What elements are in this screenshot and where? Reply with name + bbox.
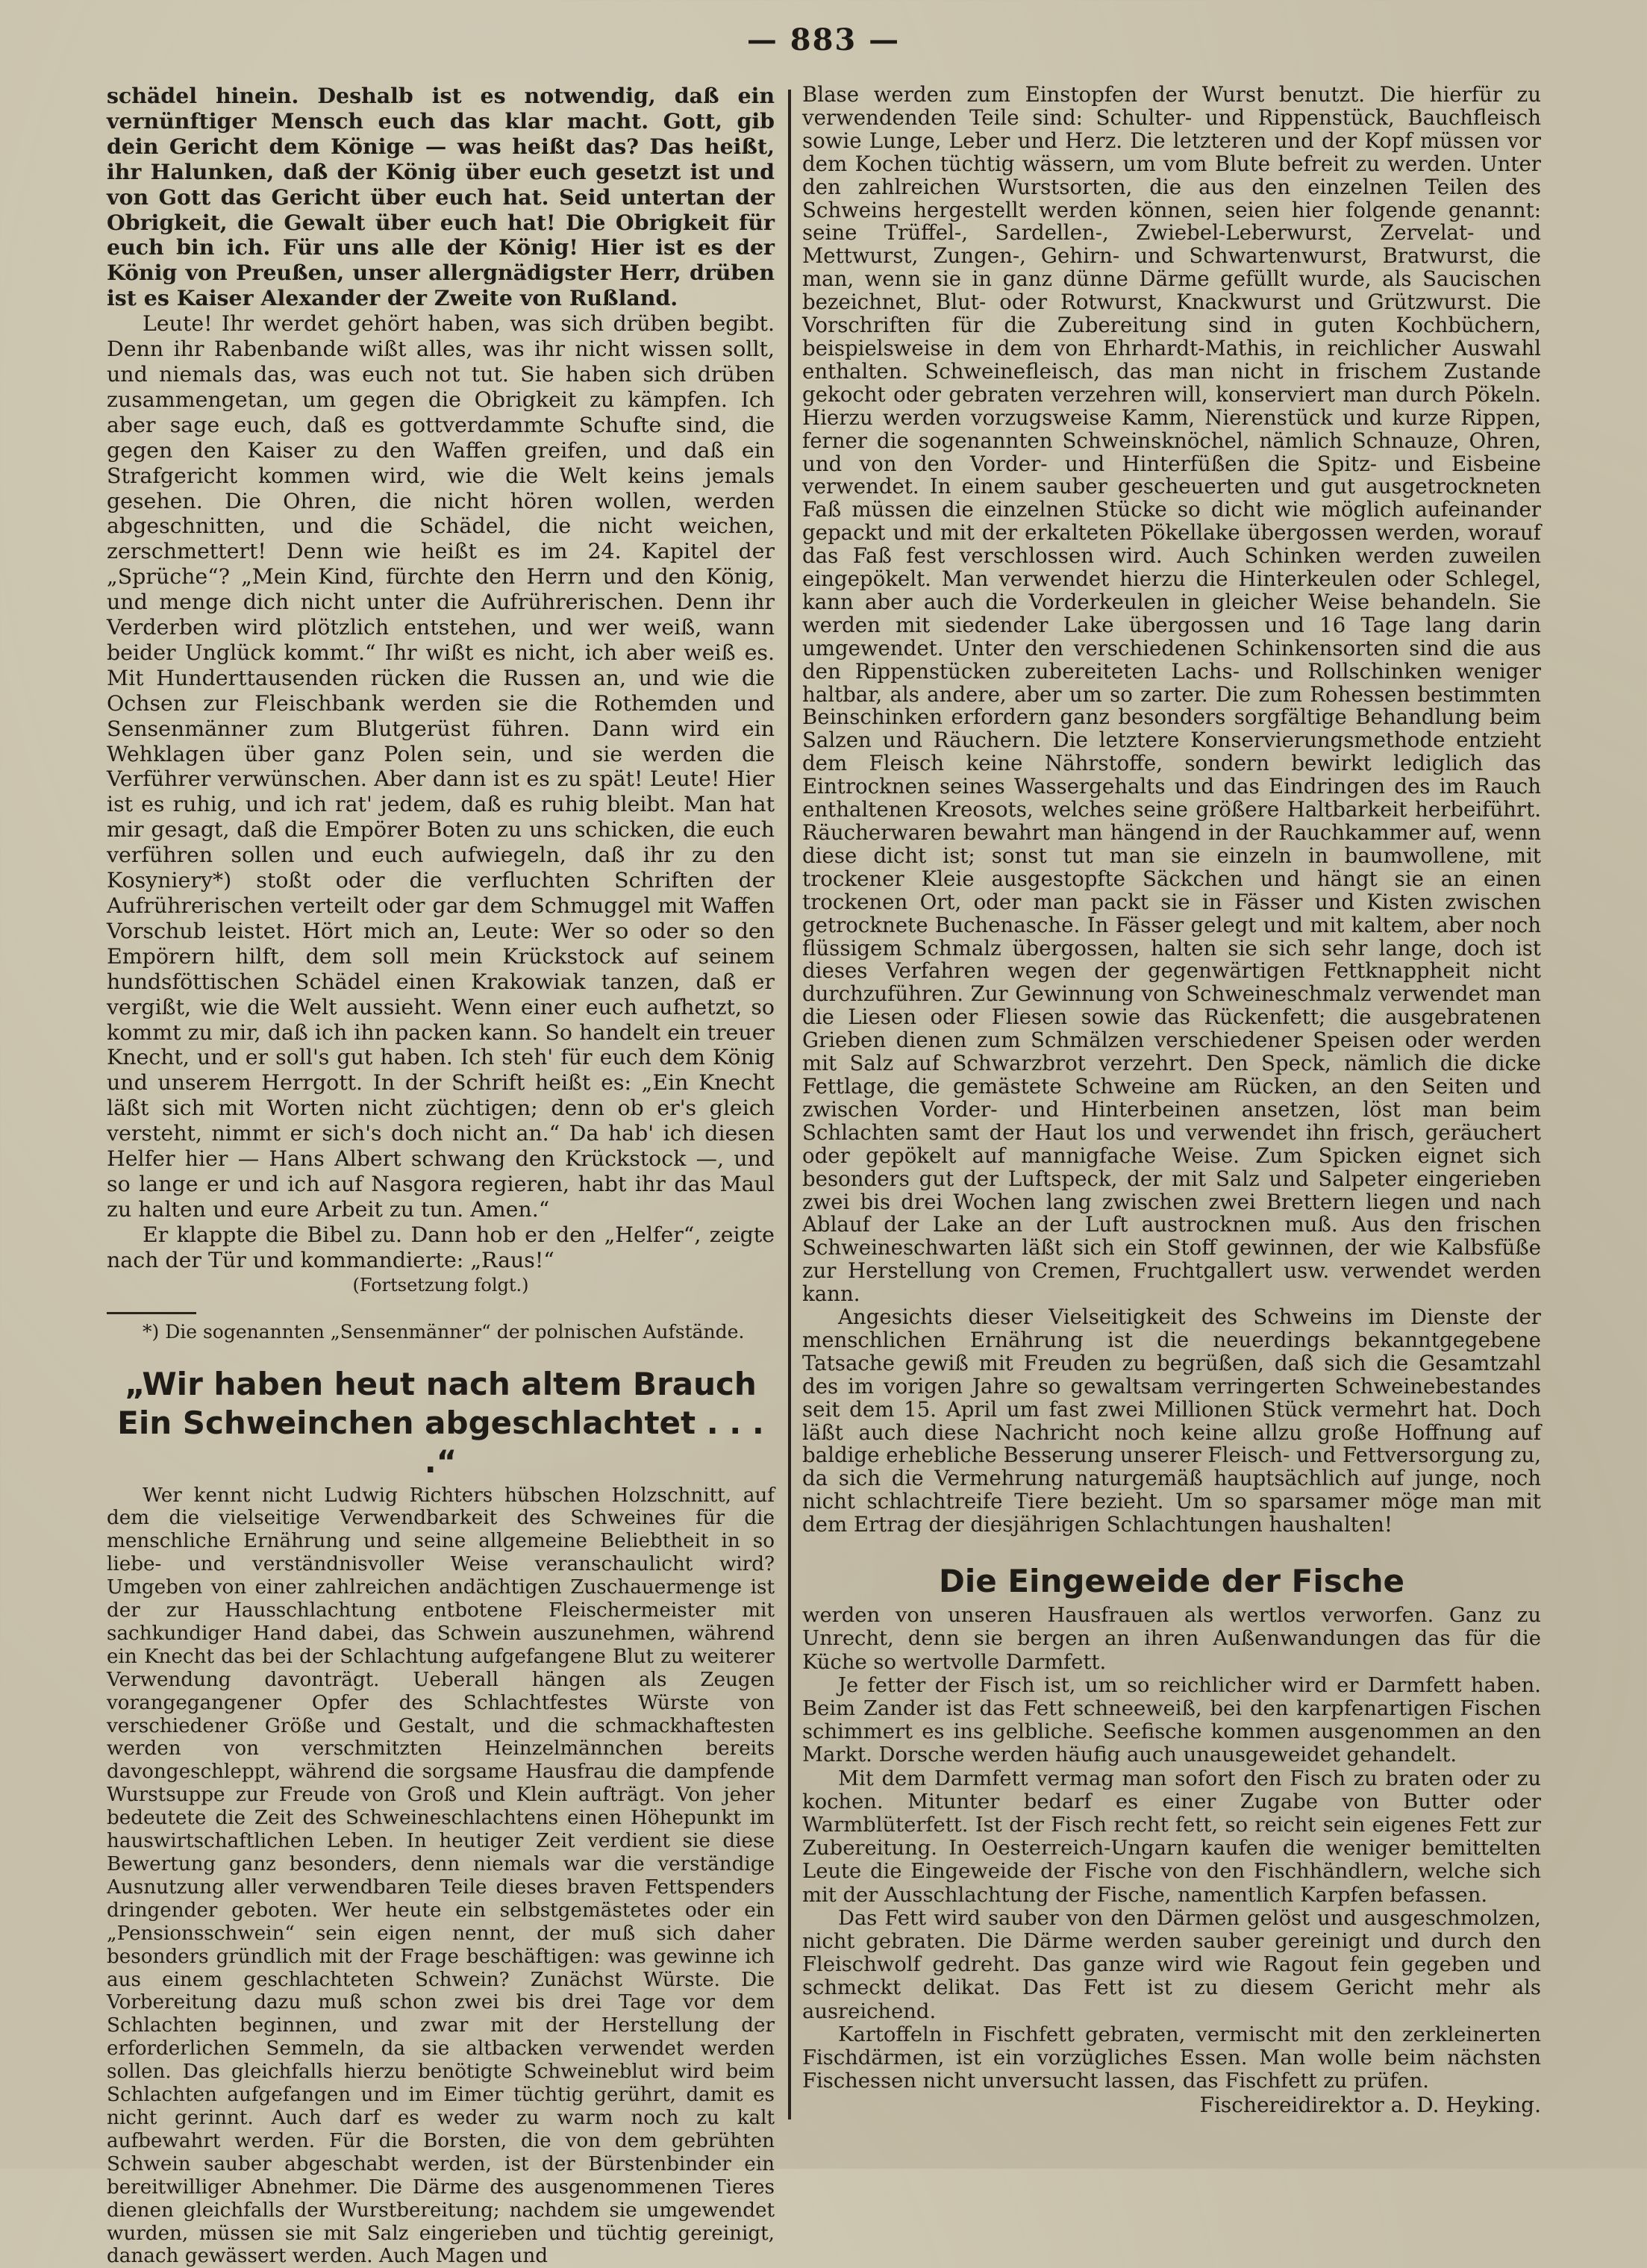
- left-column: [107, 84, 775, 2143]
- fish-paragraph: werden von unseren Hausfrauen als wertlos verworfen. Ganz zu Unrecht, denn sie bergen an ihren Außenwandungen das für die Küche so wertvolle Darmfett.: [802, 1604, 1541, 1674]
- serial-paragraph: Er klappte die Bibel zu. Dann hob er den „Helfer“, zeigte nach der Tür und kommandierte: „Raus!“: [107, 1222, 775, 1273]
- serial-paragraph: schädel hinein. Deshalb ist es notwendig, daß ein vernünftiger Mensch euch das klar macht. Gott, gib dein Gericht dem Könige — was heißt das? Das heißt, ihr Halunken, daß der König über euch gesetzt ist und von Gott das Gericht über euch hat. Seid untertan der Obrigkeit, die Gewalt über euch hat! Die Obrigkeit für euch bin ich. Für uns alle der König! Hier ist es der König von Preußen, unser allergnädigster Herr, drüben ist es Kaiser Alexander der Zweite von Rußland.: [107, 84, 775, 311]
- fish-paragraph: Kartoffeln in Fischfett gebraten, vermischt mit den zerkleinerten Fischdärmen, ist ein vorzügliches Essen. Man wolle beim nächsten Fischessen nicht unversucht lassen, das Fischfett zu prüfen.: [802, 2023, 1541, 2093]
- fish-headline: Die Eingeweide der Fische: [802, 1562, 1541, 1601]
- column-divider: [788, 90, 791, 2119]
- fish-paragraph: Je fetter der Fisch ist, um so reichlicher wird er Darmfett haben. Beim Zander ist das Fett schneeweiß, bei den karpfenartigen Fischen schimmert es ins gelbliche. Seefische kommen ausgenommen an den Markt. Dorsche werden häufig auch unausgeweidet gehandelt.: [802, 1674, 1541, 1767]
- article-body: Wer kennt nicht Ludwig Richters hübschen Holzschnitt, auf dem die vielseitige Verwendbarkeit des Schweines für die menschliche Ernährung und seine allgemeine Beliebtheit in so liebe- und verständnisvoller Weise veranschaulicht wird? Umgeben von einer zahlreichen andächtigen Zuschauermenge ist der zur Hausschlachtung entbotene Fleischermeister mit sachkundiger Hand dabei, das Schwein auszunehmen, während ein Knecht das bei der Schlachtung aufgefangene Blut zu weiterer Verwendung davonträgt. Ueberall hängen als Zeugen vorangegangener Opfer des Schlachtfestes Würste von verschiedener Größe und Gestalt, und die schmackhaftesten werden von verschmitzten Heinzelmännchen bereits davongeschleppt, während die sorgsame Hausfrau die dampfende Wurstsuppe zur Freude von Groß und Klein aufträgt. Von jeher bedeutete die Zeit des Schweineschlachtens einen Höhepunkt im hauswirtschaftlichen Leben. In heutiger Zeit verdient sie diese Bewertung ganz besonders, denn niemals war die verständige Ausnutzung aller verwendbaren Teile dieses braven Fettspenders dringender geboten. Wer heute ein selbstgemästetes oder ein „Pensionsschwein“ sein eigen nennt, der muß sich daher besonders gründlich mit der Frage beschäftigen: was gewinne ich aus einem geschlachteten Schwein? Zunächst Würste. Die Vorbereitung dazu muß schon zwei bis drei Tage vor dem Schlachten beginnen, und zwar mit der Herstellung der erforderlichen Semmeln, da sie altbacken verwendet werden sollen. Das gleichfalls hierzu benötigte Schweineblut wird beim Schlachten aufgefangen und im Eimer tüchtig gerührt, damit es nicht gerinnt. Auch darf es weder zu warm noch zu kalt aufbewahrt werden. Für die Borsten, die von dem gebrühten Schwein sauber abgeschabt werden, ist der Bürstenbinder ein bereitwilliger Abnehmer. Die Därme des ausgenommenen Tieres dienen gleichfalls der Wurstbereitung; nachdem sie umgewendet wurden, müssen sie mit Salz eingerieben und tüchtig gereinigt, danach gewässert werden. Auch Magen und: [107, 1484, 775, 2268]
- serial-paragraph: Leute! Ihr werdet gehört haben, was sich drüben begibt. Denn ihr Rabenbande wißt alles, was ihr nicht wissen sollt, und niemals das, was euch not tut. Sie haben sich drüben zusammengetan, um gegen die Obrigkeit zu kämpfen. Ich aber sage euch, daß es gottverdammte Schufte sind, die gegen den Kaiser zu den Waffen greifen, und daß ein Strafgericht kommen wird, wie die Welt keins jemals gesehen. Die Ohren, die nicht hören wollen, werden abgeschnitten, und die Schädel, die nicht weichen, zerschmettert! Denn wie heißt es im 24. Kapitel der „Sprüche“? „Mein Kind, fürchte den Herrn und den König, und menge dich nicht unter die Aufrührerischen. Denn ihr Verderben wird plötzlich entstehen, und wer weiß, wann beider Unglück kommt.“ Ihr wißt es nicht, ich aber weiß es. Mit Hunderttausenden rücken die Russen an, und wie die Ochsen zur Fleischbank werden sie die Rothemden und Sensenmänner zum Blutgerüst führen. Dann wird ein Wehklagen über ganz Polen sein, und sie werden die Verführer verwünschen. Aber dann ist es zu spät! Leute! Hier ist es ruhig, und ich rat' jedem, daß es ruhig bleibt. Man hat mir gesagt, daß die Empörer Boten zu uns schicken, die euch verführen sollen und euch aufwiegeln, daß ihr zu den Kosyniery*) stoßt oder die verfluchten Schriften der Aufrührerischen verteilt oder gar dem Schmuggel mit Waffen Vorschub leistet. Hört mich an, Leute: Wer so oder so den Empörern hilft, dem soll mein Krückstock auf seinem hundsföttischen Schädel einen Krakowiak tanzen, daß er vergißt, wie die Welt aussieht. Wenn einer euch aufhetzt, so kommt zu mir, daß ich ihn packen kann. So handelt ein treuer Knecht, und er soll's gut haben. Ich steh' für euch dem König und unserem Herrgott. In der Schrift heißt es: „Ein Knecht läßt sich mit Worten nicht züchtigen; denn ob er's gleich versteht, nimmt er sich's doch nicht an.“ Da hab' ich diesen Helfer hier — Hans Albert schwang den Krückstock —, und so lange er und ich auf Nasgora regieren, habt ihr das Maul zu halten und eure Arbeit zu tun. Amen.“: [107, 311, 775, 1222]
- signature: Fischereidirektor a. D. Heyking.: [802, 2093, 1541, 2118]
- right-column: [802, 84, 1541, 2143]
- fish-paragraph: Mit dem Darmfett vermag man sofort den Fisch zu braten oder zu kochen. Mitunter bedarf es einer Zugabe von Butter oder Warmblüterfett. Ist der Fisch recht fett, so reicht sein eigenes Fett zur Zubereitung. In Oesterreich-Ungarn kaufen die weniger bemittelten Leute die Eingeweide der Fische von den Fischhändlern, welche sich mit der Ausschlachtung der Fische, namentlich Karpfen befassen.: [802, 1767, 1541, 1907]
- article-closing: Angesichts dieser Vielseitigkeit des Schweins im Dienste der menschlichen Ernährung ist die neuerdings bekanntgegebene Tatsache gewiß mit Freuden zu begrüßen, daß sich die Gesamtzahl des im vorigen Jahre so gewaltsam verringerten Schweinebestandes seit dem 15. April um fast zwei Millionen Stück vermehrt hat. Doch läßt auch diese Nachricht noch keine allzu große Hoffnung auf baldige erhebliche Besserung unserer Fleisch- und Fettversorgung zu, da sich die Vermehrung naturgemäß hauptsächlich auf junge, noch nicht schlachtreife Tiere bezieht. Um so sparsamer möge man mit dem Ertrag der diesjährigen Schlachtungen haushalten!: [802, 1306, 1541, 1537]
- article-body-cont: Blase werden zum Einstopfen der Wurst benutzt. Die hierfür zu verwendenden Teile sind: Schulter- und Rippenstück, Bauchfleisch sowie Lunge, Leber und Herz. Die letzteren und der Kopf müssen vor dem Kochen tüchtig wässern, um vom Blute befreit zu werden. Unter den zahlreichen Wurstsorten, die aus den einzelnen Teilen des Schweins hergestellt werden können, seien hier folgende genannt: seine Trüffel-, Sardellen-, Zwiebel-Leberwurst, Zervelat- und Mettwurst, Zungen-, Gehirn- und Schwartenwurst, Bratwurst, die man, wenn sie in ganz dünne Därme gefüllt wurde, als Saucischen bezeichnet, Blut- oder Rotwurst, Knackwurst und Grützwurst. Die Vorschriften für die Zubereitung sind in guten Kochbüchern, beispielsweise in dem von Ehrhardt-Mathis, in reichlicher Auswahl enthalten. Schweinefleisch, das man nicht in frischem Zustande gekocht oder gebraten verzehren will, konserviert man durch Pökeln. Hierzu werden vorzugsweise Kamm, Nierenstück und kurze Rippen, ferner die sogenannten Schweinsknöchel, nämlich Schnauze, Ohren, und von den Vorder- und Hinterfüßen die Spitz- und Eisbeine verwendet. In einem sauber gescheuerten und gut ausgetrockneten Faß müssen die einzelnen Stücke so dicht wie möglich aufeinander gepackt und mit der erkalteten Pökellake übergossen werden, worauf das Faß fest verschlossen wird. Auch Schinken werden zuweilen eingepökelt. Man verwendet hierzu die Hinterkeulen oder Schlegel, kann aber auch die Vorderkeulen in gleicher Weise behandeln. Sie werden mit siedender Lake übergossen und 16 Tage lang darin umgewendet. Unter den verschiedenen Schinkensorten sind die aus den Rippenstücken zubereiteten Lachs- und Rollschinken weniger haltbar, als andere, aber um so zarter. Die zum Rohessen bestimmten Beinschinken erfordern ganz besonders sorgfältige Behandlung beim Salzen und Räuchern. Die letztere Konservierungsmethode entzieht dem Fleisch keine Nährstoffe, sondern bewirkt lediglich das Eintrocknen seines Wassergehalts und das Eindringen des im Rauch enthaltenen Kreosots, welches seine größere Haltbarkeit herbeiführt. Räucherwaren bewahrt man hängend in der Rauchkammer auf, wenn diese dicht ist; sonst tut man sie einzeln in baumwollene, mit trockener Kleie ausgestopfte Säckchen und hängt sie an einen trockenen Ort, oder man packt sie in Fässer und Kisten zwischen getrocknete Buchenasche. In Fässer gelegt und mit kaltem, aber noch flüssigem Schmalz übergossen, halten sie sich sehr lange, doch ist dieses Verfahren wegen der gegenwärtigen Fettknappheit nicht durchzuführen. Zur Gewinnung von Schweineschmalz verwendet man die Liesen oder Fliesen sowie das Rückenfett; die ausgebratenen Grieben dienen zum Schmälzen verschiedener Speisen oder werden mit Salz auf Schwarzbrot verzehrt. Den Speck, nämlich die dicke Fettlage, die gemästete Schweine am Rücken, an den Seiten und zwischen Vorder- und Hinterbeinen ansetzen, löst man beim Schlachten samt der Haut los und verwendet ihn frisch, geräuchert oder gepökelt auf mannigfache Weise. Zum Spicken eignet sich besonders gut der Luftspeck, der mit Salz und Salpeter eingerieben zwei bis drei Wochen lang zwischen zwei Brettern liegen und nach Ablauf der Lake an der Luft austrocknen muß. Aus den frischen Schweineschwarten läßt sich ein Stoff gewinnen, der wie Kalbsfüße zur Herstellung von Cremen, Fruchtgallert usw. verwendet werden kann.: [802, 84, 1541, 1306]
- article-headline: [107, 1365, 775, 1481]
- footnote-rule: [107, 1312, 196, 1314]
- headline-line-2: Ein Schweinchen abgeschlachtet . . . .“: [107, 1404, 775, 1481]
- headline-line-1: „Wir haben heut nach altem Brauch: [107, 1365, 775, 1404]
- footnote: *) Die sogenannten „Sensenmänner“ der polnischen Aufstände.: [107, 1320, 775, 1344]
- continued-note: (Fortsetzung folgt.): [107, 1273, 775, 1299]
- fish-paragraph: Das Fett wird sauber von den Därmen gelöst und ausgeschmolzen, nicht gebraten. Die Därme werden sauber gereinigt und durch den Fleischwolf gedreht. Das ganze wird wie Ragout fein gegeben und schmeckt delikat. Das Fett ist zu diesem Gericht mehr als ausreichend.: [802, 1907, 1541, 2023]
- page-number: — 883 —: [0, 22, 1647, 57]
